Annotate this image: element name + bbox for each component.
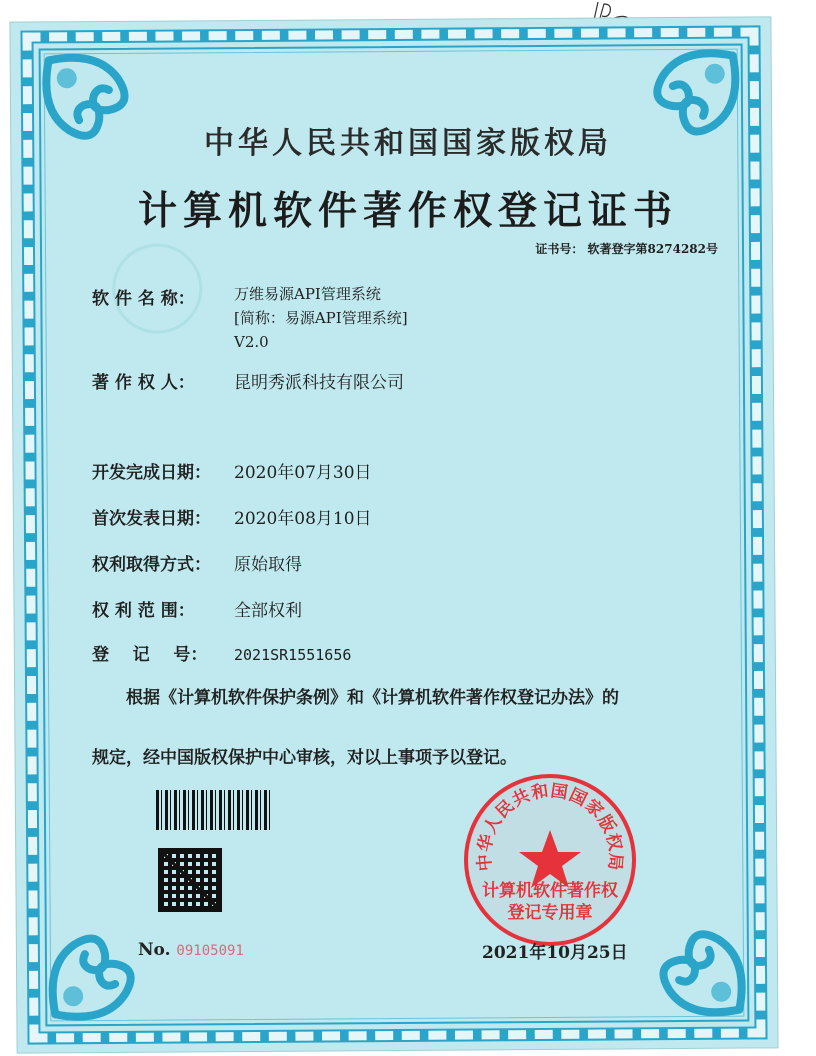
barcode-icon [156,790,272,830]
certificate-title: 计算机软件著作权登记证书 [137,188,678,234]
software-name-line: 万维易源API管理系统 [234,285,381,303]
owner-row [92,368,404,393]
owner-label: 著 作 权 人： [92,373,195,393]
statement [92,668,732,788]
certificate-number [535,240,718,257]
qr-code-icon [160,850,220,910]
seal-inner-line: 计算机软件著作权 [482,881,618,901]
corner-ornament-icon [45,904,166,1025]
seal-arc-text: 中华人民共和国国家版权局 [474,781,626,872]
software-name-label: 软 件 名 称： [92,289,195,309]
dev-date-row [92,458,372,483]
reg-no-value: 2021SR1551656 [234,646,352,664]
acquire-label: 权利取得方式： [92,555,211,575]
seal-inner-line: 登记专用章 [507,903,593,923]
issue-date: 2021年10月25日 [482,943,628,963]
acquire-row [92,550,302,575]
scope-label: 权 利 范 围： [92,601,195,621]
software-name-value [234,282,408,354]
software-name-short: [简称：易源API管理系统] [234,309,408,327]
first-pub-label: 首次发表日期： [92,509,211,529]
serial-number-value: 09105091 [176,943,244,959]
corner-ornament-icon [629,900,750,1021]
issuing-office: 中华人民共和国国家版权局 [204,126,612,161]
statement-line: 规定，经中国版权保护中心审核，对以上事项予以登记。 [92,748,517,768]
dev-date-value: 2020年07月30日 [234,463,372,483]
serial-number [138,940,244,960]
reg-no-row [92,640,351,665]
statement-line: 根据《计算机软件保护条例》和《计算机软件著作权登记办法》的 [126,688,619,708]
software-name-row [92,284,234,309]
serial-number-label: No. [138,940,171,960]
certificate-number-label: 证书号： [535,242,584,256]
certificate-number-value: 软著登字第8274282号 [587,242,718,256]
scope-value: 全部权利 [234,601,302,621]
dev-date-label: 开发完成日期： [92,463,211,483]
software-version: V2.0 [234,333,269,351]
certificate-paper [10,17,777,1052]
owner-value: 昆明秀派科技有限公司 [234,373,404,393]
official-seal [462,772,638,948]
scope-row [92,596,302,621]
first-pub-row [92,504,372,529]
reg-no-label: 登 记 号： [92,645,208,665]
first-pub-value: 2020年08月10日 [234,509,372,529]
acquire-value: 原始取得 [234,555,302,575]
